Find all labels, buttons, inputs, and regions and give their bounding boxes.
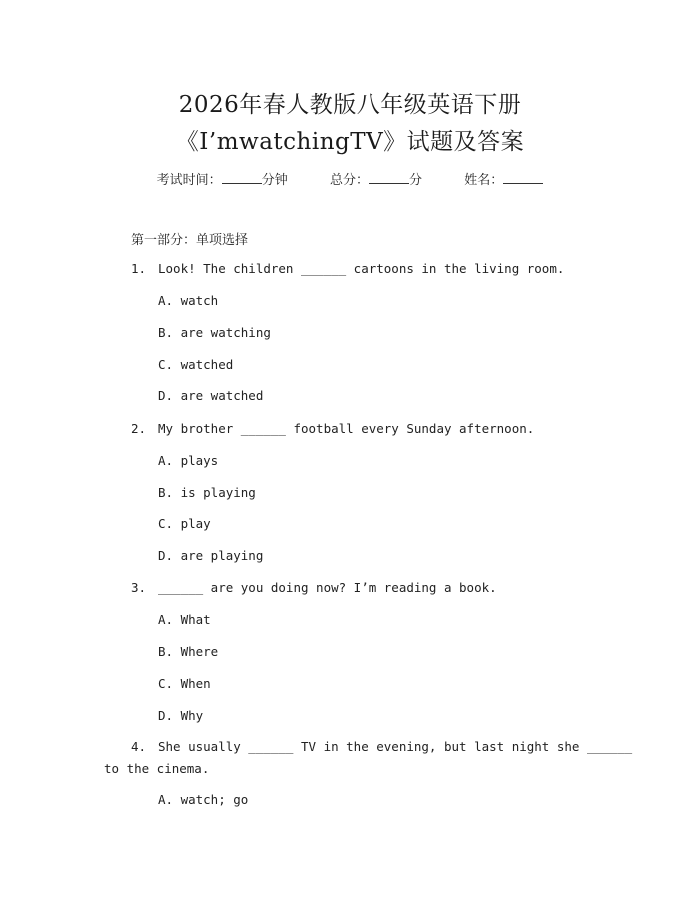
time-label: 考试时间： [156,173,222,188]
question-text: She usually ______ TV in the evening, but last night she ______ [158,739,633,754]
time-blank[interactable] [222,171,262,184]
time-unit: 分钟 [261,173,288,188]
question-4 [131,739,632,754]
option-2a[interactable]: A. plays [158,453,219,468]
score-unit: 分 [409,173,423,188]
exam-name [464,173,543,188]
option-1d[interactable]: D. are watched [158,388,264,403]
question-2 [131,421,534,436]
question-text: My brother ______ football every Sunday afternoon. [158,421,535,436]
question-1 [131,261,564,276]
document-title-line1: 2026年春人教版八年级英语下册 [178,92,522,118]
question-text: Look! The children ______ cartoons in the living room. [158,261,565,276]
option-1b[interactable]: B. are watching [158,325,271,340]
score-blank[interactable] [369,171,409,184]
option-1c[interactable]: C. watched [158,357,234,372]
exam-score [330,173,422,188]
option-2b[interactable]: B. is playing [158,485,256,500]
option-2c[interactable]: C. play [158,516,211,531]
exam-meta [0,169,700,188]
question-number: 2. [131,421,147,436]
option-3c[interactable]: C. When [158,676,211,691]
option-1a[interactable]: A. watch [158,293,219,308]
question-3 [131,580,497,595]
option-3d[interactable]: D. Why [158,708,204,723]
question-4-continuation: to the cinema. [104,761,210,776]
question-text: ______ are you doing now? I’m reading a book. [158,580,497,595]
name-blank[interactable] [503,171,543,184]
option-3b[interactable]: B. Where [158,644,219,659]
question-number: 1. [131,261,147,276]
name-label: 姓名： [464,173,504,188]
question-number: 4. [131,739,147,754]
document-title-line2: 《I’mwatchingTV》试题及答案 [175,129,525,155]
question-number: 3. [131,580,147,595]
option-2d[interactable]: D. are playing [158,548,264,563]
exam-time [157,173,288,188]
score-label: 总分： [329,173,369,188]
section-title: 第一部分：单项选择 [131,233,249,248]
option-4a[interactable]: A. watch; go [158,792,249,807]
option-3a[interactable]: A. What [158,612,211,627]
